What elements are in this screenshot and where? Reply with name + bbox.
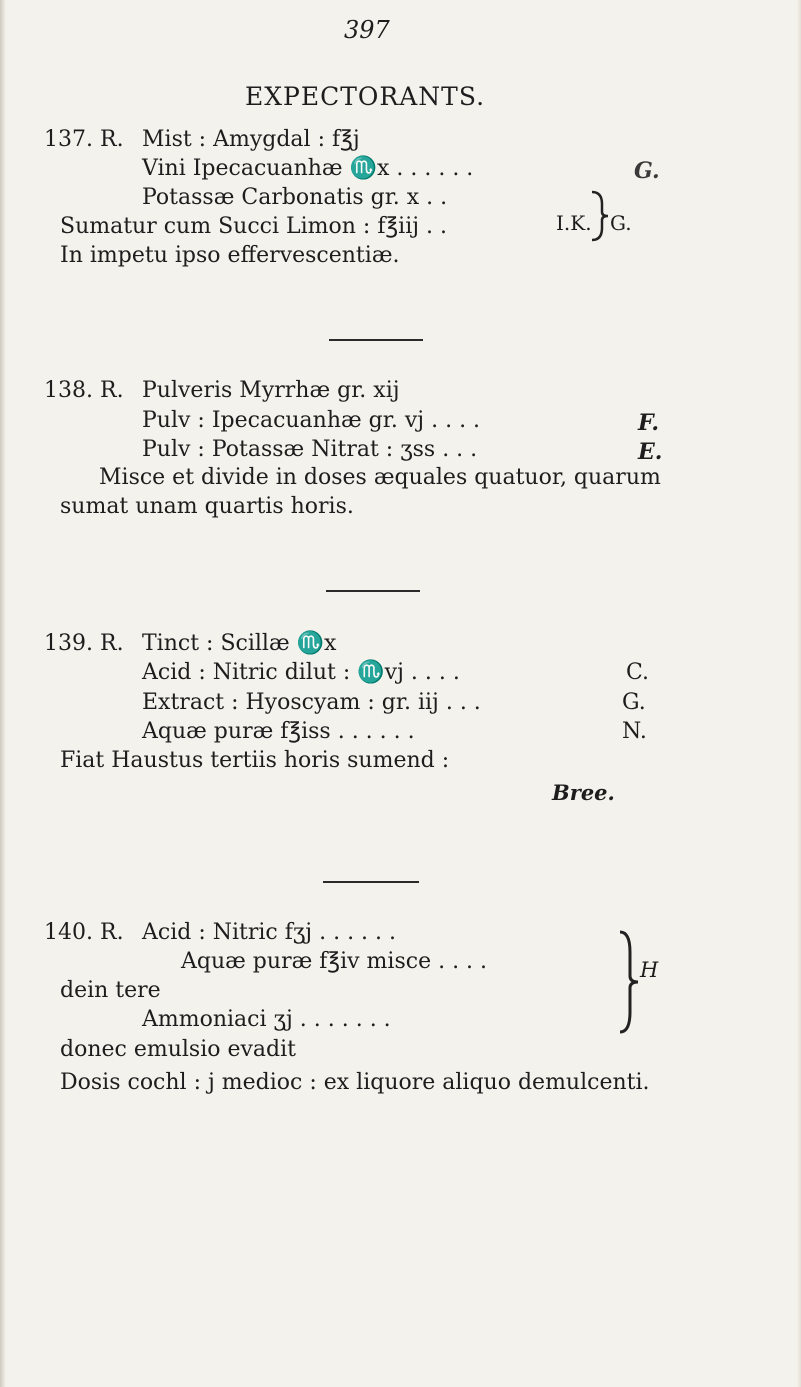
page-heading: EXPECTORANTS. [245, 82, 486, 111]
ingredient-line: Acid : Nitric fʒj . . . . . . [142, 920, 397, 945]
section-divider [329, 339, 423, 341]
page-right-edge [797, 0, 801, 1387]
instruction-line: In impetu ipso effervescentiæ. [60, 243, 400, 268]
ingredient-line: Vini Ipecacuanhæ ♏x . . . . . . [142, 156, 474, 181]
recipe-number: 140. [44, 920, 93, 945]
page-left-edge [0, 0, 6, 1387]
author-initial: G. [622, 690, 646, 715]
section-divider [326, 590, 420, 592]
rx-symbol: R. [100, 378, 124, 403]
author-initial: C. [626, 660, 650, 685]
prescriber-signature: Bree. [552, 780, 615, 805]
ingredient-line: Pulveris Myrrhæ gr. xij [142, 378, 400, 403]
ingredient-line: Aquæ puræ f℥iv misce . . . . [181, 949, 488, 974]
rx-symbol: R. [100, 631, 124, 656]
ingredient-line: Aquæ puræ f℥iss . . . . . . [142, 719, 415, 744]
author-initial: N. [622, 719, 647, 744]
section-divider [323, 881, 419, 883]
dosage-line: Dosis cochl : j medioc : ex liquore aliquo demulcenti. [60, 1070, 650, 1095]
rx-symbol: R. [100, 920, 124, 945]
ingredient-line: Ammoniaci ʒj . . . . . . . [142, 1007, 391, 1032]
brace-icon [618, 930, 640, 1034]
recipe-number: 137. [44, 127, 93, 152]
author-initial: H [640, 958, 659, 982]
author-initial: G. [634, 158, 660, 184]
instruction-line: donec emulsio evadit [60, 1037, 297, 1062]
ingredient-line: Extract : Hyoscyam : gr. iij . . . [142, 690, 481, 715]
ingredient-line: Tinct : Scillæ ♏x [142, 631, 337, 656]
instruction-line: Fiat Haustus tertiis horis sumend : [60, 748, 450, 773]
ingredient-line: Mist : Amygdal : f℥j [142, 127, 360, 152]
recipe-number: 138. [44, 378, 93, 403]
instruction-line: sumat unam quartis horis. [60, 494, 354, 519]
brace-icon [590, 190, 610, 242]
ingredient-line: Acid : Nitric dilut : ♏vj . . . . [142, 660, 460, 685]
page-number: 397 [344, 16, 390, 44]
author-initial: F. [638, 410, 660, 436]
author-initial: G. [610, 211, 632, 235]
recipe-number: 139. [44, 631, 93, 656]
ingredient-line: Pulv : Potassæ Nitrat : ʒss . . . [142, 437, 478, 462]
author-initials: I.K. [556, 211, 592, 235]
instruction-line: Sumatur cum Succi Limon : f℥iij . . [60, 214, 448, 239]
rx-symbol: R. [100, 127, 124, 152]
author-initial: E. [638, 439, 663, 465]
ingredient-line: Pulv : Ipecacuanhæ gr. vj . . . . [142, 408, 481, 433]
instruction-line: Misce et divide in doses æquales quatuor, quarum [99, 465, 661, 490]
instruction-line: dein tere [60, 978, 161, 1003]
ingredient-line: Potassæ Carbonatis gr. x . . [142, 185, 448, 210]
